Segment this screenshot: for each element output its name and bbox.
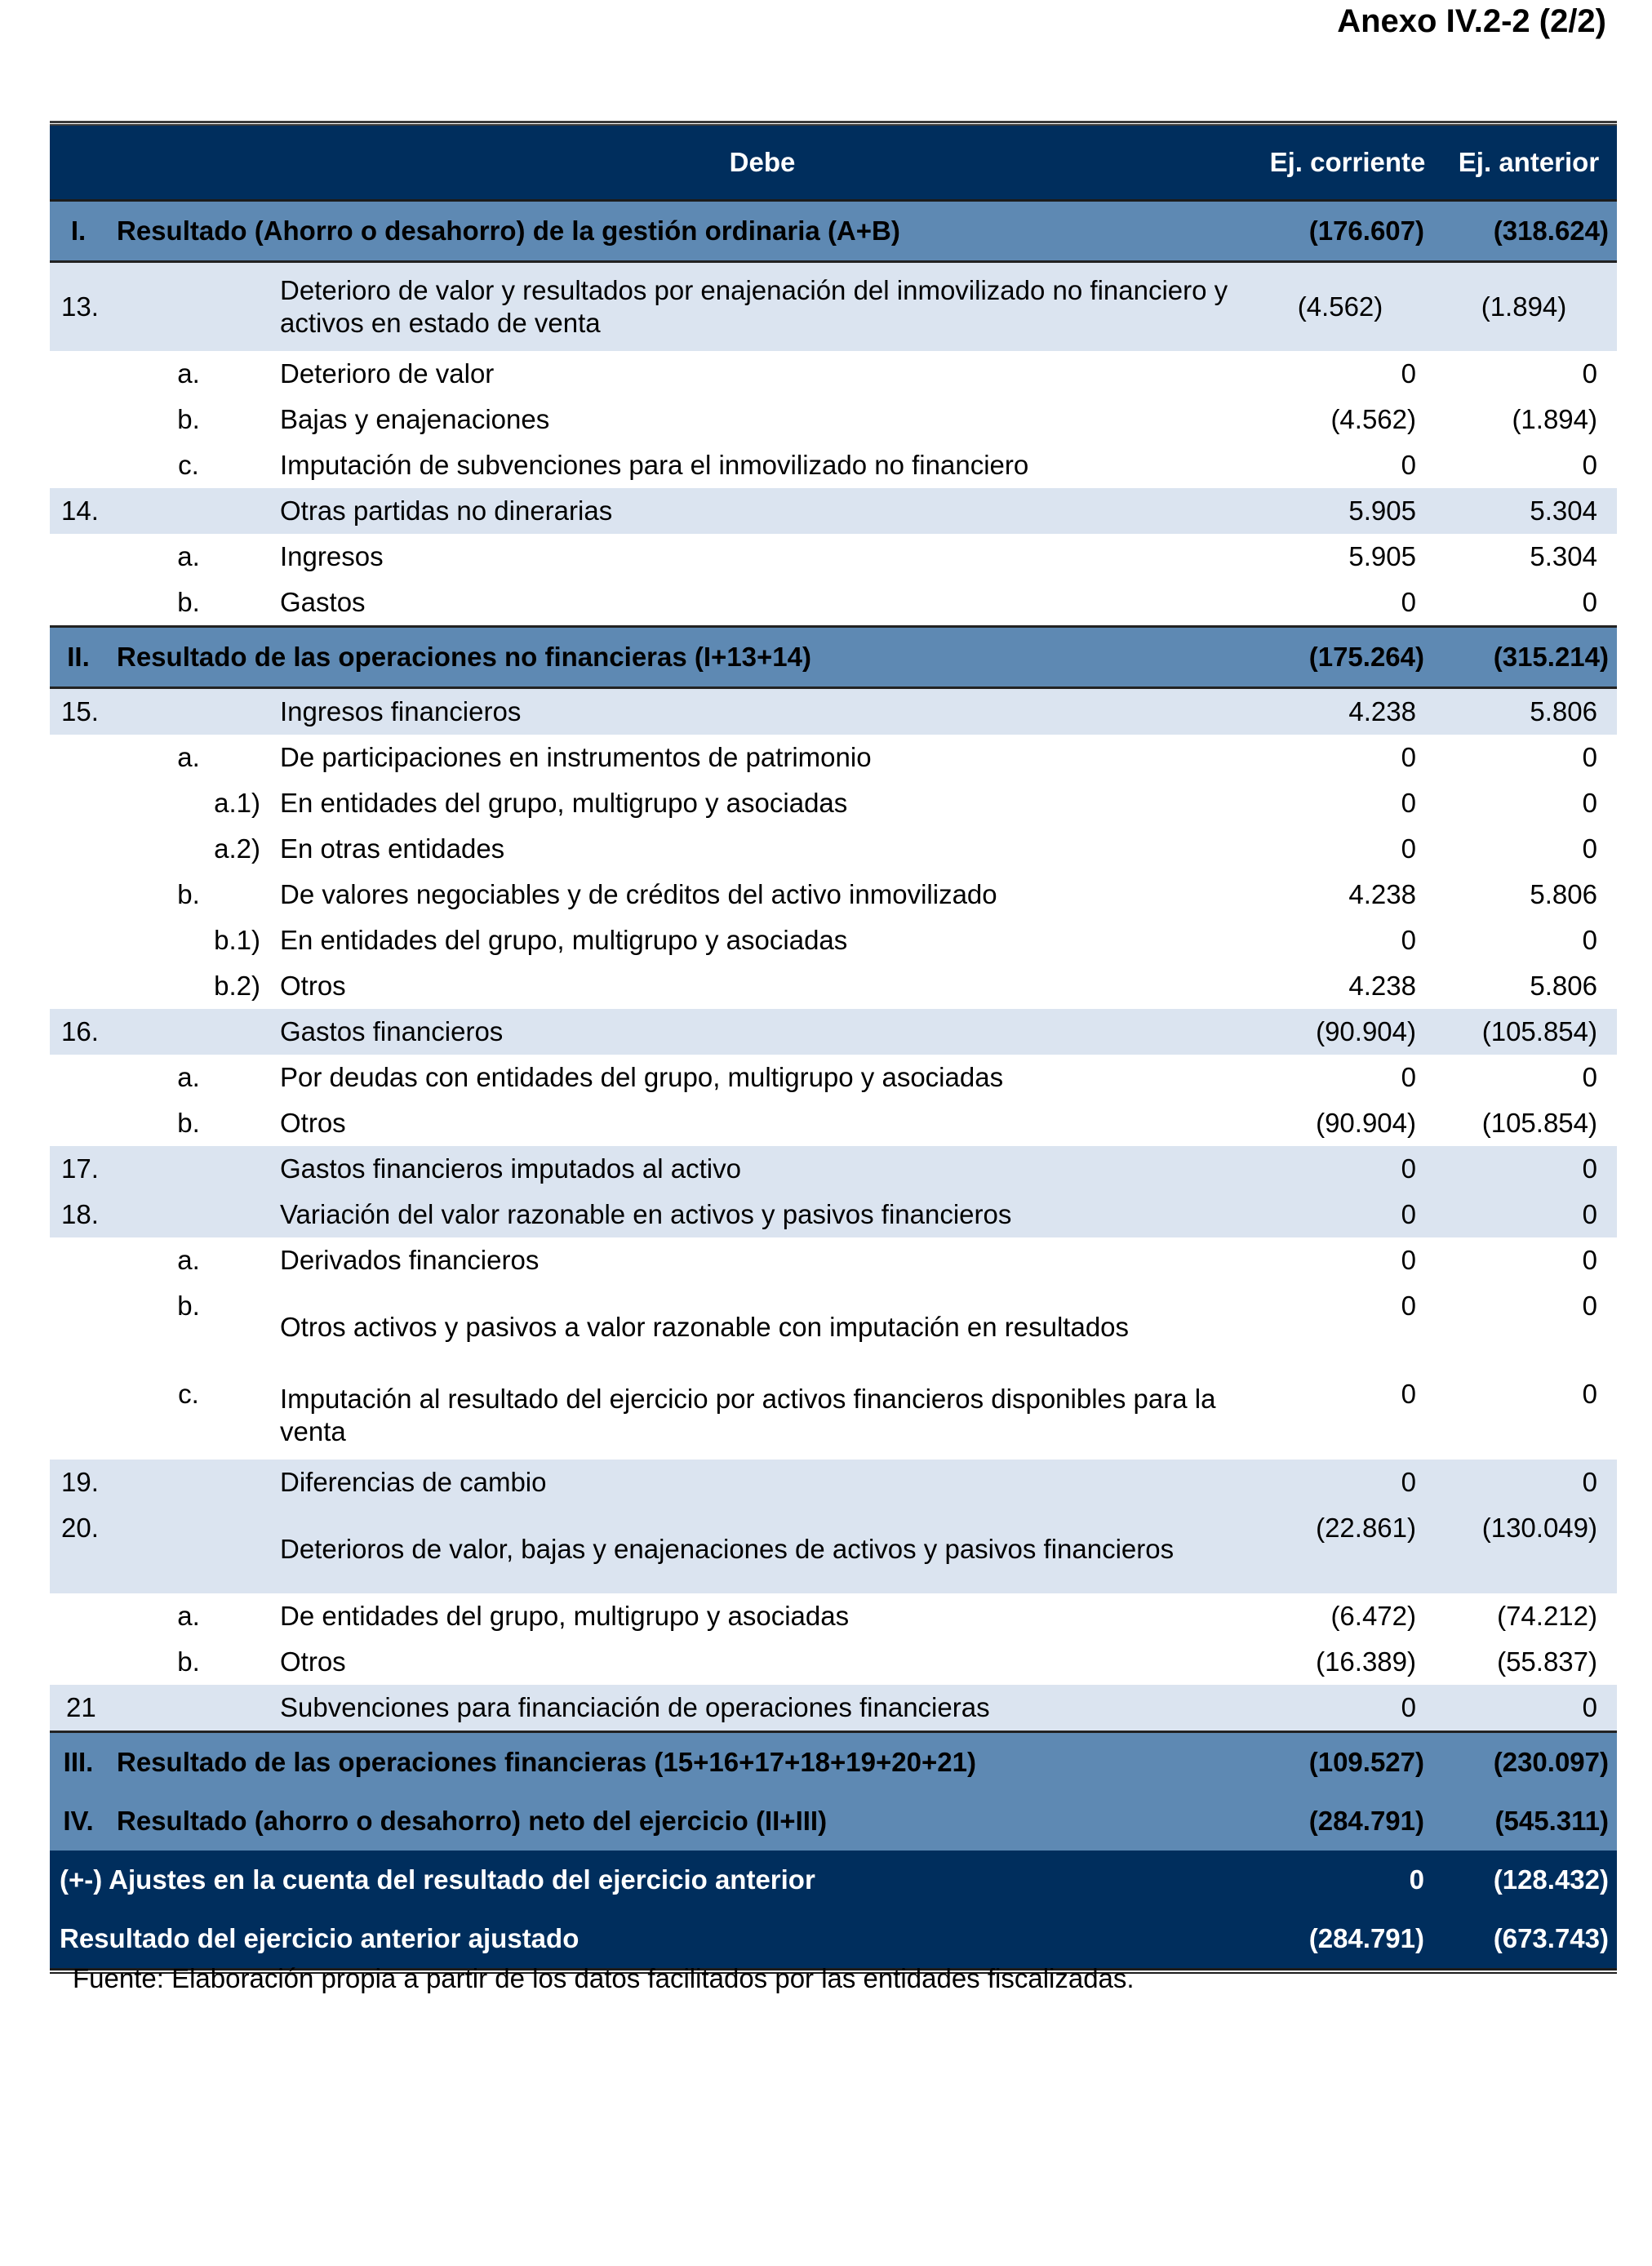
header-current-year: Ej. corriente bbox=[1255, 126, 1441, 201]
row-label: Ingresos financieros bbox=[270, 688, 1255, 735]
row-number: III. bbox=[50, 1732, 107, 1793]
row-number: I. bbox=[50, 201, 107, 262]
table-row-15b2 bbox=[50, 963, 1617, 1009]
row-number: 21 bbox=[50, 1685, 107, 1732]
row-sub: a.2) bbox=[107, 826, 270, 872]
row-sub: b. bbox=[107, 397, 270, 442]
row-label: Otros bbox=[270, 1100, 1255, 1146]
row-label: Resultado del ejercicio anterior ajustado bbox=[50, 1909, 1255, 1968]
row-label: Resultado (ahorro o desahorro) neto del ejercicio (II+III) bbox=[107, 1792, 1255, 1851]
row-current: 0 bbox=[1255, 351, 1441, 397]
table-row-17 bbox=[50, 1146, 1617, 1192]
row-previous: 0 bbox=[1441, 1283, 1617, 1371]
row-label: Resultado de las operaciones financieras (15+16+17+18+19+20+21) bbox=[107, 1732, 1255, 1793]
row-number: 14. bbox=[50, 488, 107, 534]
row-number bbox=[50, 735, 107, 780]
table-row-15a1 bbox=[50, 780, 1617, 826]
row-sub: a. bbox=[107, 1237, 270, 1283]
row-number bbox=[50, 1100, 107, 1146]
row-label: Imputación al resultado del ejercicio por activos financieros disponibles para la venta bbox=[270, 1371, 1255, 1460]
row-number bbox=[50, 442, 107, 488]
row-number bbox=[50, 872, 107, 918]
row-label: De participaciones en instrumentos de patrimonio bbox=[270, 735, 1255, 780]
row-sub bbox=[107, 1192, 270, 1237]
row-previous: (673.743) bbox=[1441, 1909, 1617, 1968]
row-number: IV. bbox=[50, 1792, 107, 1851]
row-current: 5.905 bbox=[1255, 534, 1441, 580]
table-row-21 bbox=[50, 1685, 1617, 1732]
row-number bbox=[50, 918, 107, 963]
table-row-18a bbox=[50, 1237, 1617, 1283]
row-current: (22.861) bbox=[1255, 1505, 1441, 1593]
row-previous: 0 bbox=[1441, 1146, 1617, 1192]
row-label: Deterioro de valor bbox=[270, 351, 1255, 397]
row-sub bbox=[107, 688, 270, 735]
row-number: 19. bbox=[50, 1460, 107, 1505]
row-label: En entidades del grupo, multigrupo y asociadas bbox=[270, 780, 1255, 826]
row-sub bbox=[107, 1505, 270, 1593]
row-label: Otros bbox=[270, 963, 1255, 1009]
row-current: 0 bbox=[1255, 1283, 1441, 1371]
row-label: Gastos financieros bbox=[270, 1009, 1255, 1055]
row-current: 0 bbox=[1255, 826, 1441, 872]
row-previous: 0 bbox=[1441, 580, 1617, 627]
row-previous: (128.432) bbox=[1441, 1851, 1617, 1909]
row-label: Otras partidas no dinerarias bbox=[270, 488, 1255, 534]
row-current: (90.904) bbox=[1255, 1009, 1441, 1055]
row-number: 20. bbox=[50, 1505, 107, 1593]
table-row-adjusted-result bbox=[50, 1909, 1617, 1968]
row-current: (176.607) bbox=[1255, 201, 1441, 262]
table-row-13c bbox=[50, 442, 1617, 488]
row-current: 0 bbox=[1255, 580, 1441, 627]
row-label: Ingresos bbox=[270, 534, 1255, 580]
row-previous: (1.894) bbox=[1441, 397, 1617, 442]
row-previous: 0 bbox=[1441, 1192, 1617, 1237]
table-row-15b1 bbox=[50, 918, 1617, 963]
source-note: Fuente: Elaboración propia a partir de los datos facilitados por las entidades fiscalizadas. bbox=[73, 1963, 1135, 1993]
table-row-section-III bbox=[50, 1732, 1617, 1793]
row-current: (16.389) bbox=[1255, 1639, 1441, 1685]
row-number: 16. bbox=[50, 1009, 107, 1055]
row-current: (4.562) bbox=[1255, 397, 1441, 442]
table-header-row bbox=[50, 126, 1617, 201]
row-previous: (545.311) bbox=[1441, 1792, 1617, 1851]
row-current: 0 bbox=[1255, 918, 1441, 963]
row-label: Resultado (Ahorro o desahorro) de la gestión ordinaria (A+B) bbox=[107, 201, 1255, 262]
row-sub bbox=[107, 1460, 270, 1505]
row-current: 0 bbox=[1255, 735, 1441, 780]
row-number bbox=[50, 1639, 107, 1685]
row-previous: 0 bbox=[1441, 1055, 1617, 1100]
row-current: 0 bbox=[1255, 780, 1441, 826]
row-previous: 5.304 bbox=[1441, 488, 1617, 534]
table-row-section-II bbox=[50, 627, 1617, 688]
row-sub bbox=[107, 1146, 270, 1192]
row-previous: 0 bbox=[1441, 735, 1617, 780]
row-number bbox=[50, 1055, 107, 1100]
row-current: 4.238 bbox=[1255, 872, 1441, 918]
debe-table bbox=[50, 126, 1617, 1968]
row-sub: a. bbox=[107, 351, 270, 397]
row-label: En entidades del grupo, multigrupo y asociadas bbox=[270, 918, 1255, 963]
row-number bbox=[50, 580, 107, 627]
row-label: Gastos financieros imputados al activo bbox=[270, 1146, 1255, 1192]
row-label: Gastos bbox=[270, 580, 1255, 627]
row-sub bbox=[107, 1685, 270, 1732]
row-previous: (230.097) bbox=[1441, 1732, 1617, 1793]
row-current: (175.264) bbox=[1255, 627, 1441, 688]
row-current: (109.527) bbox=[1255, 1732, 1441, 1793]
row-previous: (55.837) bbox=[1441, 1639, 1617, 1685]
row-previous: 5.304 bbox=[1441, 534, 1617, 580]
row-number: 13. bbox=[50, 262, 107, 352]
results-table bbox=[50, 121, 1617, 1974]
row-number bbox=[50, 1237, 107, 1283]
table-row-15a bbox=[50, 735, 1617, 780]
row-sub: b.1) bbox=[107, 918, 270, 963]
row-label: (+-) Ajustes en la cuenta del resultado del ejercicio anterior bbox=[50, 1851, 1255, 1909]
row-current: 0 bbox=[1255, 1146, 1441, 1192]
row-sub: b. bbox=[107, 872, 270, 918]
row-label: En otras entidades bbox=[270, 826, 1255, 872]
row-number bbox=[50, 397, 107, 442]
table-row-adjustments bbox=[50, 1851, 1617, 1909]
annex-title: Anexo IV.2-2 (2/2) bbox=[1337, 3, 1606, 39]
table-row-section-I bbox=[50, 201, 1617, 262]
row-sub bbox=[107, 1009, 270, 1055]
row-current: 5.905 bbox=[1255, 488, 1441, 534]
row-sub: b. bbox=[107, 1283, 270, 1371]
row-number bbox=[50, 534, 107, 580]
row-current: 0 bbox=[1255, 1851, 1441, 1909]
row-label: Por deudas con entidades del grupo, multigrupo y asociadas bbox=[270, 1055, 1255, 1100]
table-row-18 bbox=[50, 1192, 1617, 1237]
row-previous: 5.806 bbox=[1441, 963, 1617, 1009]
row-label: Variación del valor razonable en activos y pasivos financieros bbox=[270, 1192, 1255, 1237]
row-previous: 0 bbox=[1441, 351, 1617, 397]
table-row-14b bbox=[50, 580, 1617, 627]
row-current: (90.904) bbox=[1255, 1100, 1441, 1146]
row-label: Deterioros de valor, bajas y enajenaciones de activos y pasivos financieros bbox=[270, 1505, 1255, 1593]
row-previous: 0 bbox=[1441, 918, 1617, 963]
row-current: 0 bbox=[1255, 1685, 1441, 1732]
row-label: Subvenciones para financiación de operaciones financieras bbox=[270, 1685, 1255, 1732]
table-row-13 bbox=[50, 262, 1617, 352]
row-previous: 0 bbox=[1441, 442, 1617, 488]
header-debe: Debe bbox=[270, 126, 1255, 201]
table-row-14 bbox=[50, 488, 1617, 534]
row-previous: (130.049) bbox=[1441, 1505, 1617, 1593]
row-label: Derivados financieros bbox=[270, 1237, 1255, 1283]
row-sub: b.2) bbox=[107, 963, 270, 1009]
row-current: 0 bbox=[1255, 1237, 1441, 1283]
row-current: (284.791) bbox=[1255, 1909, 1441, 1968]
row-previous: 0 bbox=[1441, 1685, 1617, 1732]
row-number: 18. bbox=[50, 1192, 107, 1237]
table-row-18b bbox=[50, 1283, 1617, 1371]
table-row-19 bbox=[50, 1460, 1617, 1505]
row-sub bbox=[107, 488, 270, 534]
row-previous: 0 bbox=[1441, 1460, 1617, 1505]
row-previous: (74.212) bbox=[1441, 1593, 1617, 1639]
header-num bbox=[50, 126, 107, 201]
row-sub: b. bbox=[107, 1100, 270, 1146]
row-previous: (105.854) bbox=[1441, 1100, 1617, 1146]
row-current: 0 bbox=[1255, 1460, 1441, 1505]
row-previous: (315.214) bbox=[1441, 627, 1617, 688]
row-sub: a. bbox=[107, 735, 270, 780]
row-number: 17. bbox=[50, 1146, 107, 1192]
row-current: 0 bbox=[1255, 1192, 1441, 1237]
table-row-20a bbox=[50, 1593, 1617, 1639]
row-current: 0 bbox=[1255, 1055, 1441, 1100]
table-row-16 bbox=[50, 1009, 1617, 1055]
header-sub bbox=[107, 126, 270, 201]
row-current: 0 bbox=[1255, 442, 1441, 488]
table-row-20b bbox=[50, 1639, 1617, 1685]
row-number bbox=[50, 351, 107, 397]
table-row-section-IV bbox=[50, 1792, 1617, 1851]
row-sub: c. bbox=[107, 442, 270, 488]
row-previous: 0 bbox=[1441, 1371, 1617, 1460]
row-current: 0 bbox=[1255, 1371, 1441, 1460]
header-previous-year: Ej. anterior bbox=[1441, 126, 1617, 201]
row-previous: 0 bbox=[1441, 826, 1617, 872]
row-previous: 5.806 bbox=[1441, 688, 1617, 735]
row-previous: 5.806 bbox=[1441, 872, 1617, 918]
row-sub: a.1) bbox=[107, 780, 270, 826]
table-row-13a bbox=[50, 351, 1617, 397]
row-current: 4.238 bbox=[1255, 688, 1441, 735]
row-number bbox=[50, 826, 107, 872]
row-previous: 0 bbox=[1441, 780, 1617, 826]
row-label: Diferencias de cambio bbox=[270, 1460, 1255, 1505]
row-previous: (1.894) bbox=[1441, 262, 1617, 352]
row-number bbox=[50, 963, 107, 1009]
row-label: Imputación de subvenciones para el inmovilizado no financiero bbox=[270, 442, 1255, 488]
table-row-15a2 bbox=[50, 826, 1617, 872]
row-previous: (105.854) bbox=[1441, 1009, 1617, 1055]
row-label: Bajas y enajenaciones bbox=[270, 397, 1255, 442]
row-number: 15. bbox=[50, 688, 107, 735]
table-row-15 bbox=[50, 688, 1617, 735]
row-current: (6.472) bbox=[1255, 1593, 1441, 1639]
row-current: 4.238 bbox=[1255, 963, 1441, 1009]
table-row-20 bbox=[50, 1505, 1617, 1593]
table-row-16a bbox=[50, 1055, 1617, 1100]
row-current: (4.562) bbox=[1255, 262, 1441, 352]
row-sub bbox=[107, 262, 270, 352]
table-row-18c bbox=[50, 1371, 1617, 1460]
row-number bbox=[50, 1371, 107, 1460]
row-number bbox=[50, 1283, 107, 1371]
row-sub: c. bbox=[107, 1371, 270, 1460]
row-number: II. bbox=[50, 627, 107, 688]
row-sub: a. bbox=[107, 1055, 270, 1100]
row-label: Otros activos y pasivos a valor razonable con imputación en resultados bbox=[270, 1283, 1255, 1371]
row-number bbox=[50, 780, 107, 826]
row-label: Resultado de las operaciones no financieras (I+13+14) bbox=[107, 627, 1255, 688]
table-row-16b bbox=[50, 1100, 1617, 1146]
row-number bbox=[50, 1593, 107, 1639]
row-previous: (318.624) bbox=[1441, 201, 1617, 262]
row-sub: a. bbox=[107, 1593, 270, 1639]
table-row-15b bbox=[50, 872, 1617, 918]
row-sub: a. bbox=[107, 534, 270, 580]
row-label: De valores negociables y de créditos del activo inmovilizado bbox=[270, 872, 1255, 918]
table-row-14a bbox=[50, 534, 1617, 580]
row-label: Otros bbox=[270, 1639, 1255, 1685]
table-row-13b bbox=[50, 397, 1617, 442]
row-sub: b. bbox=[107, 580, 270, 627]
row-label: Deterioro de valor y resultados por enajenación del inmovilizado no financiero y activos en estado de venta bbox=[270, 262, 1255, 352]
row-label: De entidades del grupo, multigrupo y asociadas bbox=[270, 1593, 1255, 1639]
row-sub: b. bbox=[107, 1639, 270, 1685]
row-current: (284.791) bbox=[1255, 1792, 1441, 1851]
row-previous: 0 bbox=[1441, 1237, 1617, 1283]
